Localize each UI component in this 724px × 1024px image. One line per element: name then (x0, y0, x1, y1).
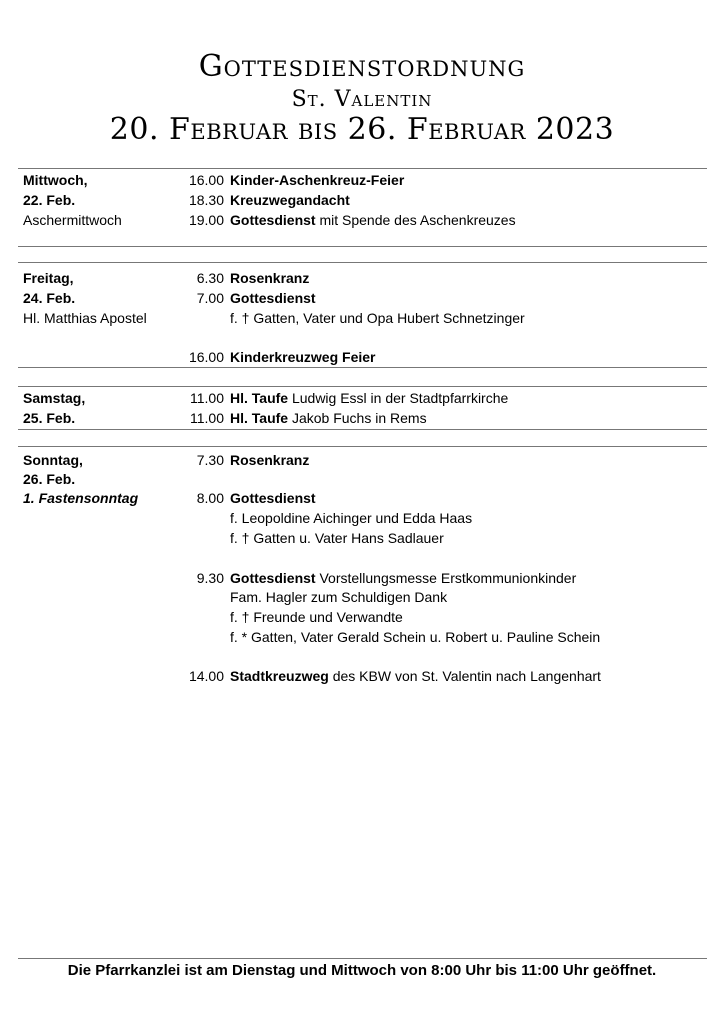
event-description: Stadtkreuzweg des KBW von St. Valentin nach Langenhart (230, 668, 601, 684)
event-time: 11.00 (190, 390, 224, 406)
event-description: Hl. Taufe Ludwig Essl in der Stadtpfarrkirche (230, 390, 509, 406)
office-hours-notice: Die Pfarrkanzlei ist am Dienstag und Mittwoch von 8:00 Uhr bis 11:00 Uhr geöffnet. (67, 962, 657, 979)
day-date: 22. Feb. (23, 192, 76, 208)
divider (18, 386, 707, 387)
event-intention: Fam. Hagler zum Schuldigen Dank (230, 589, 448, 605)
divider (18, 446, 707, 447)
event-time: 19.00 (188, 212, 224, 228)
event-description: Gottesdienst (230, 290, 316, 306)
event-time: 7.30 (196, 452, 224, 468)
event-description: Gottesdienst (230, 490, 316, 506)
parish-name: St. Valentin (291, 87, 433, 112)
day-name: Freitag, (23, 270, 74, 286)
event-time: 6.30 (196, 270, 224, 286)
day-name: Samstag, (23, 390, 86, 406)
document-title: Gottesdienstordnung (198, 49, 526, 84)
event-time: 16.00 (188, 172, 224, 188)
day-feast: Aschermittwoch (23, 212, 122, 228)
event-description: Gottesdienst Vorstellungsmesse Erstkommunionkinder (230, 570, 577, 586)
day-date: 25. Feb. (23, 410, 76, 426)
event-time: 7.00 (196, 290, 224, 306)
event-description: Rosenkranz (230, 452, 310, 468)
divider (18, 246, 707, 247)
date-range: 20. Februar bis 26. Februar 2023 (109, 112, 615, 147)
divider (18, 168, 707, 169)
day-name: Sonntag, (23, 452, 83, 468)
event-description: Kinderkreuzweg Feier (230, 349, 376, 365)
event-time: 18.30 (188, 192, 224, 208)
event-description: Hl. Taufe Jakob Fuchs in Rems (230, 410, 427, 426)
day-feast: Hl. Matthias Apostel (23, 310, 147, 326)
divider (18, 367, 707, 368)
day-date: 24. Feb. (23, 290, 76, 306)
divider (18, 429, 707, 430)
event-intention: f. † Gatten, Vater und Opa Hubert Schnetzinger (230, 310, 525, 326)
event-time: 11.00 (190, 410, 224, 426)
event-time: 14.00 (188, 668, 224, 684)
event-intention: f. * Gatten, Vater Gerald Schein u. Robert u. Pauline Schein (230, 629, 601, 645)
event-description: Gottesdienst mit Spende des Aschenkreuzes (230, 212, 516, 228)
divider (18, 262, 707, 263)
event-intention: f. Leopoldine Aichinger und Edda Haas (230, 510, 473, 526)
day-feast: 1. Fastensonntag (23, 490, 139, 506)
event-description: Kreuzwegandacht (230, 192, 350, 208)
event-description: Rosenkranz (230, 270, 310, 286)
event-time: 8.00 (196, 490, 224, 506)
event-description: Kinder-Aschenkreuz-Feier (230, 172, 405, 188)
event-intention: f. † Freunde und Verwandte (230, 609, 403, 625)
day-date: 26. Feb. (23, 471, 76, 487)
divider (18, 958, 707, 959)
day-name: Mittwoch, (23, 172, 88, 188)
event-time: 16.00 (188, 349, 224, 365)
event-time: 9.30 (196, 570, 224, 586)
event-intention: f. † Gatten u. Vater Hans Sadlauer (230, 530, 444, 546)
